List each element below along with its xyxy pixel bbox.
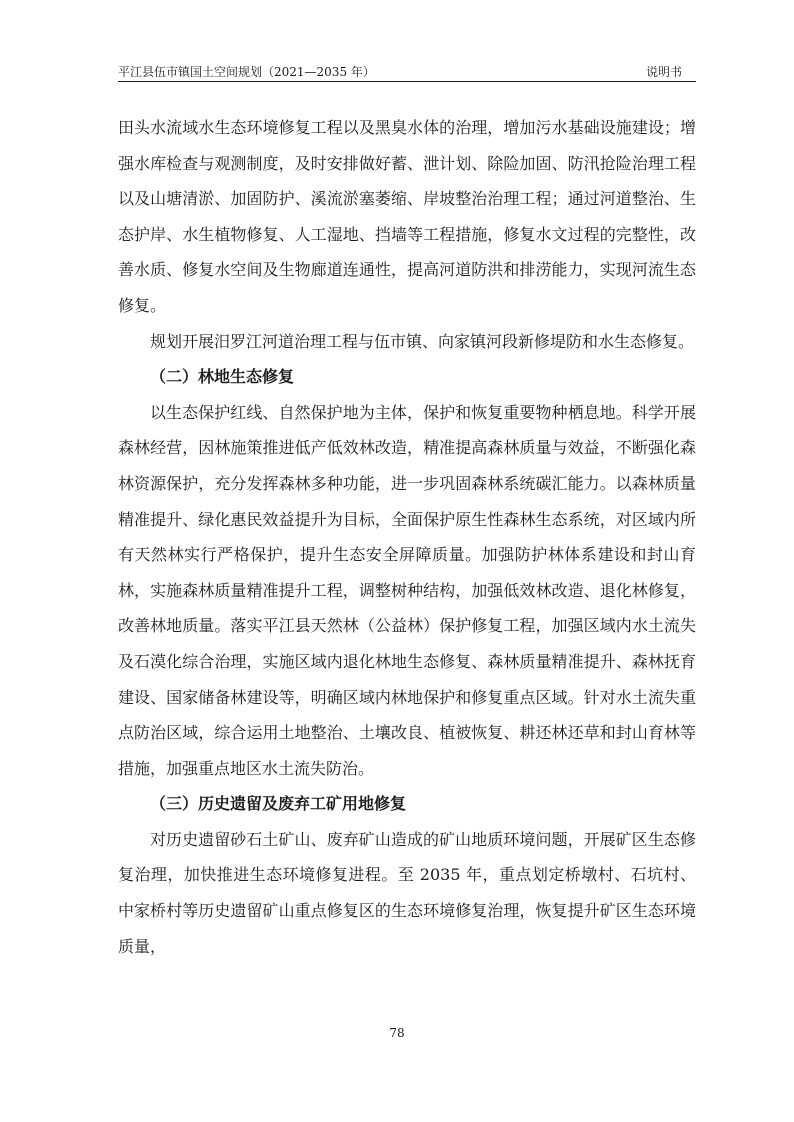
paragraph-water-restoration: 田头水流域水生态环境修复工程以及黑臭水体的治理，增加污水基础设施建设；增强水库检查与观测制度，及时安排做好蓄、泄计划、除险加固、防汛抢险治理工程以及山塘清淤、加固防护、溪流淤塞萎缩、岸坡整治治理工程；通过河道整治、生态护岸、水生植物修复、人工湿地、挡墙等工程措施，修复水文过程的完整性，改善水质、修复水空间及生物廊道连通性，提高河道防洪和排涝能力，实现河流生态修复。 — [118, 118, 696, 315]
page-body — [118, 110, 696, 964]
document-title: 平江县伍市镇国土空间规划（2021—2035 年） — [118, 65, 375, 79]
header-divider — [118, 81, 696, 82]
page-number: 78 — [389, 1026, 405, 1040]
paragraph-mining-restoration: 对历史遗留砂石土矿山、废弃矿山造成的矿山地质环境问题，开展矿区生态修复治理，加快推进生态环境修复进程。至 2035 年，重点划定桥墩村、石坑村、中家桥村等历史遗留矿山重点修复区的生态环境修复治理，恢复提升矿区生态环境质量， — [118, 829, 696, 956]
document-type-label: 说明书 — [645, 65, 682, 79]
running-header — [118, 63, 692, 83]
paragraph-forest-restoration: 以生态保护红线、自然保护地为主体，保护和恢复重要物种栖息地。科学开展森林经营，因林施策推进低产低效林改造，精准提高森林质量与效益，不断强化森林资源保护，充分发挥森林多种功能，进一步巩固森林系统碳汇能力。以森林质量精准提升、绿化惠民效益提升为目标，全面保护原生性森林生态系统，对区域内所有天然林实行严格保护，提升生态安全屏障质量。加强防护林体系建设和封山育林，实施森林质量精准提升工程，调整树种结构，加强低效林改造、退化林修复，改善林地质量。落实平江县天然林（公益林）保护修复工程，加强区域内水土流失及石漠化综合治理，实施区域内退化林地生态修复、森林质量精准提升、森林抚育建设、国家储备林建设等，明确区域内林地保护和修复重点区域。针对水土流失重点防治区域，综合运用土地整治、土壤改良、植被恢复、耕还林还草和封山育林等措施，加强重点地区水土流失防治。 — [118, 402, 696, 778]
section-heading-mining: （三）历史遗留及废弃工矿用地修复 — [150, 794, 407, 814]
section-heading-forest: （二）林地生态修复 — [150, 367, 295, 387]
paragraph-miluo-river: 规划开展汨罗江河道治理工程与伍市镇、向家镇河段新修堤防和水生态修复。 — [150, 331, 695, 351]
